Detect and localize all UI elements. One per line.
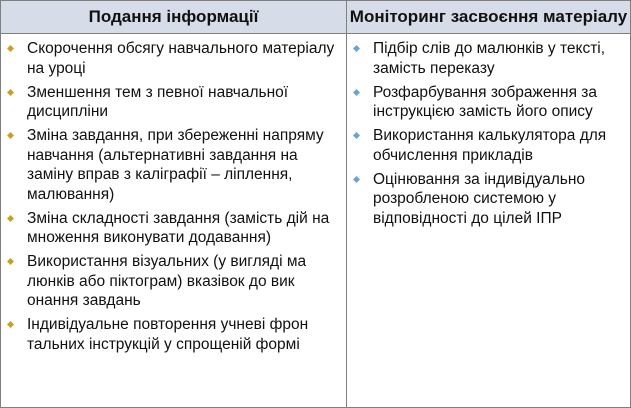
header-presentation: Подання інформації [88,7,259,26]
list-item: Зміна завдання, при збереженні напряму навчання (альтернативні завдання на заміну вправ з каліграфії – ліплення, малювання) [27,126,338,204]
list-item: Зміна складності завдання (замість дій на множення виконувати додавання) [27,209,338,248]
monitoring-column [347,34,630,407]
diamond-bullet-icon [7,215,14,222]
list-item: Оцінювання за індивідуально розробленою системою у відповідності до цілей ІПР [373,170,624,229]
list-item: Розфарбування зображення за інструкцією замість його опису [373,83,624,122]
list-item: Зменшення тем з певної навчальної дисципліни [27,83,338,122]
table-header-row [1,1,630,34]
diamond-bullet-icon [7,321,14,328]
list-item: Використання калькулятора для обчислення прикладів [373,126,624,165]
list-item: Використання візуальних (у вигляді ма люнків або піктограм) вказівок до вик онання завдань [27,252,338,311]
diamond-bullet-icon [353,132,360,139]
header-monitoring: Моніторинг засвоєння матеріалу [349,7,628,26]
presentation-column [1,34,346,407]
diamond-bullet-icon [7,258,14,265]
presentation-list [1,34,346,354]
diamond-bullet-icon [7,132,14,139]
diamond-bullet-icon [353,89,360,96]
list-item: Підбір слів до малюнків у тексті, замість переказу [373,39,624,78]
diamond-bullet-icon [7,45,14,52]
list-item: Скорочення обсягу навчального матеріалу на уроці [27,39,338,78]
diamond-bullet-icon [353,176,360,183]
list-item: Індивідуальне повторення учневі фрон тальних інструкцій у спрощеній формі [27,315,338,354]
monitoring-list [347,34,630,228]
diamond-bullet-icon [353,45,360,52]
diamond-bullet-icon [7,89,14,96]
